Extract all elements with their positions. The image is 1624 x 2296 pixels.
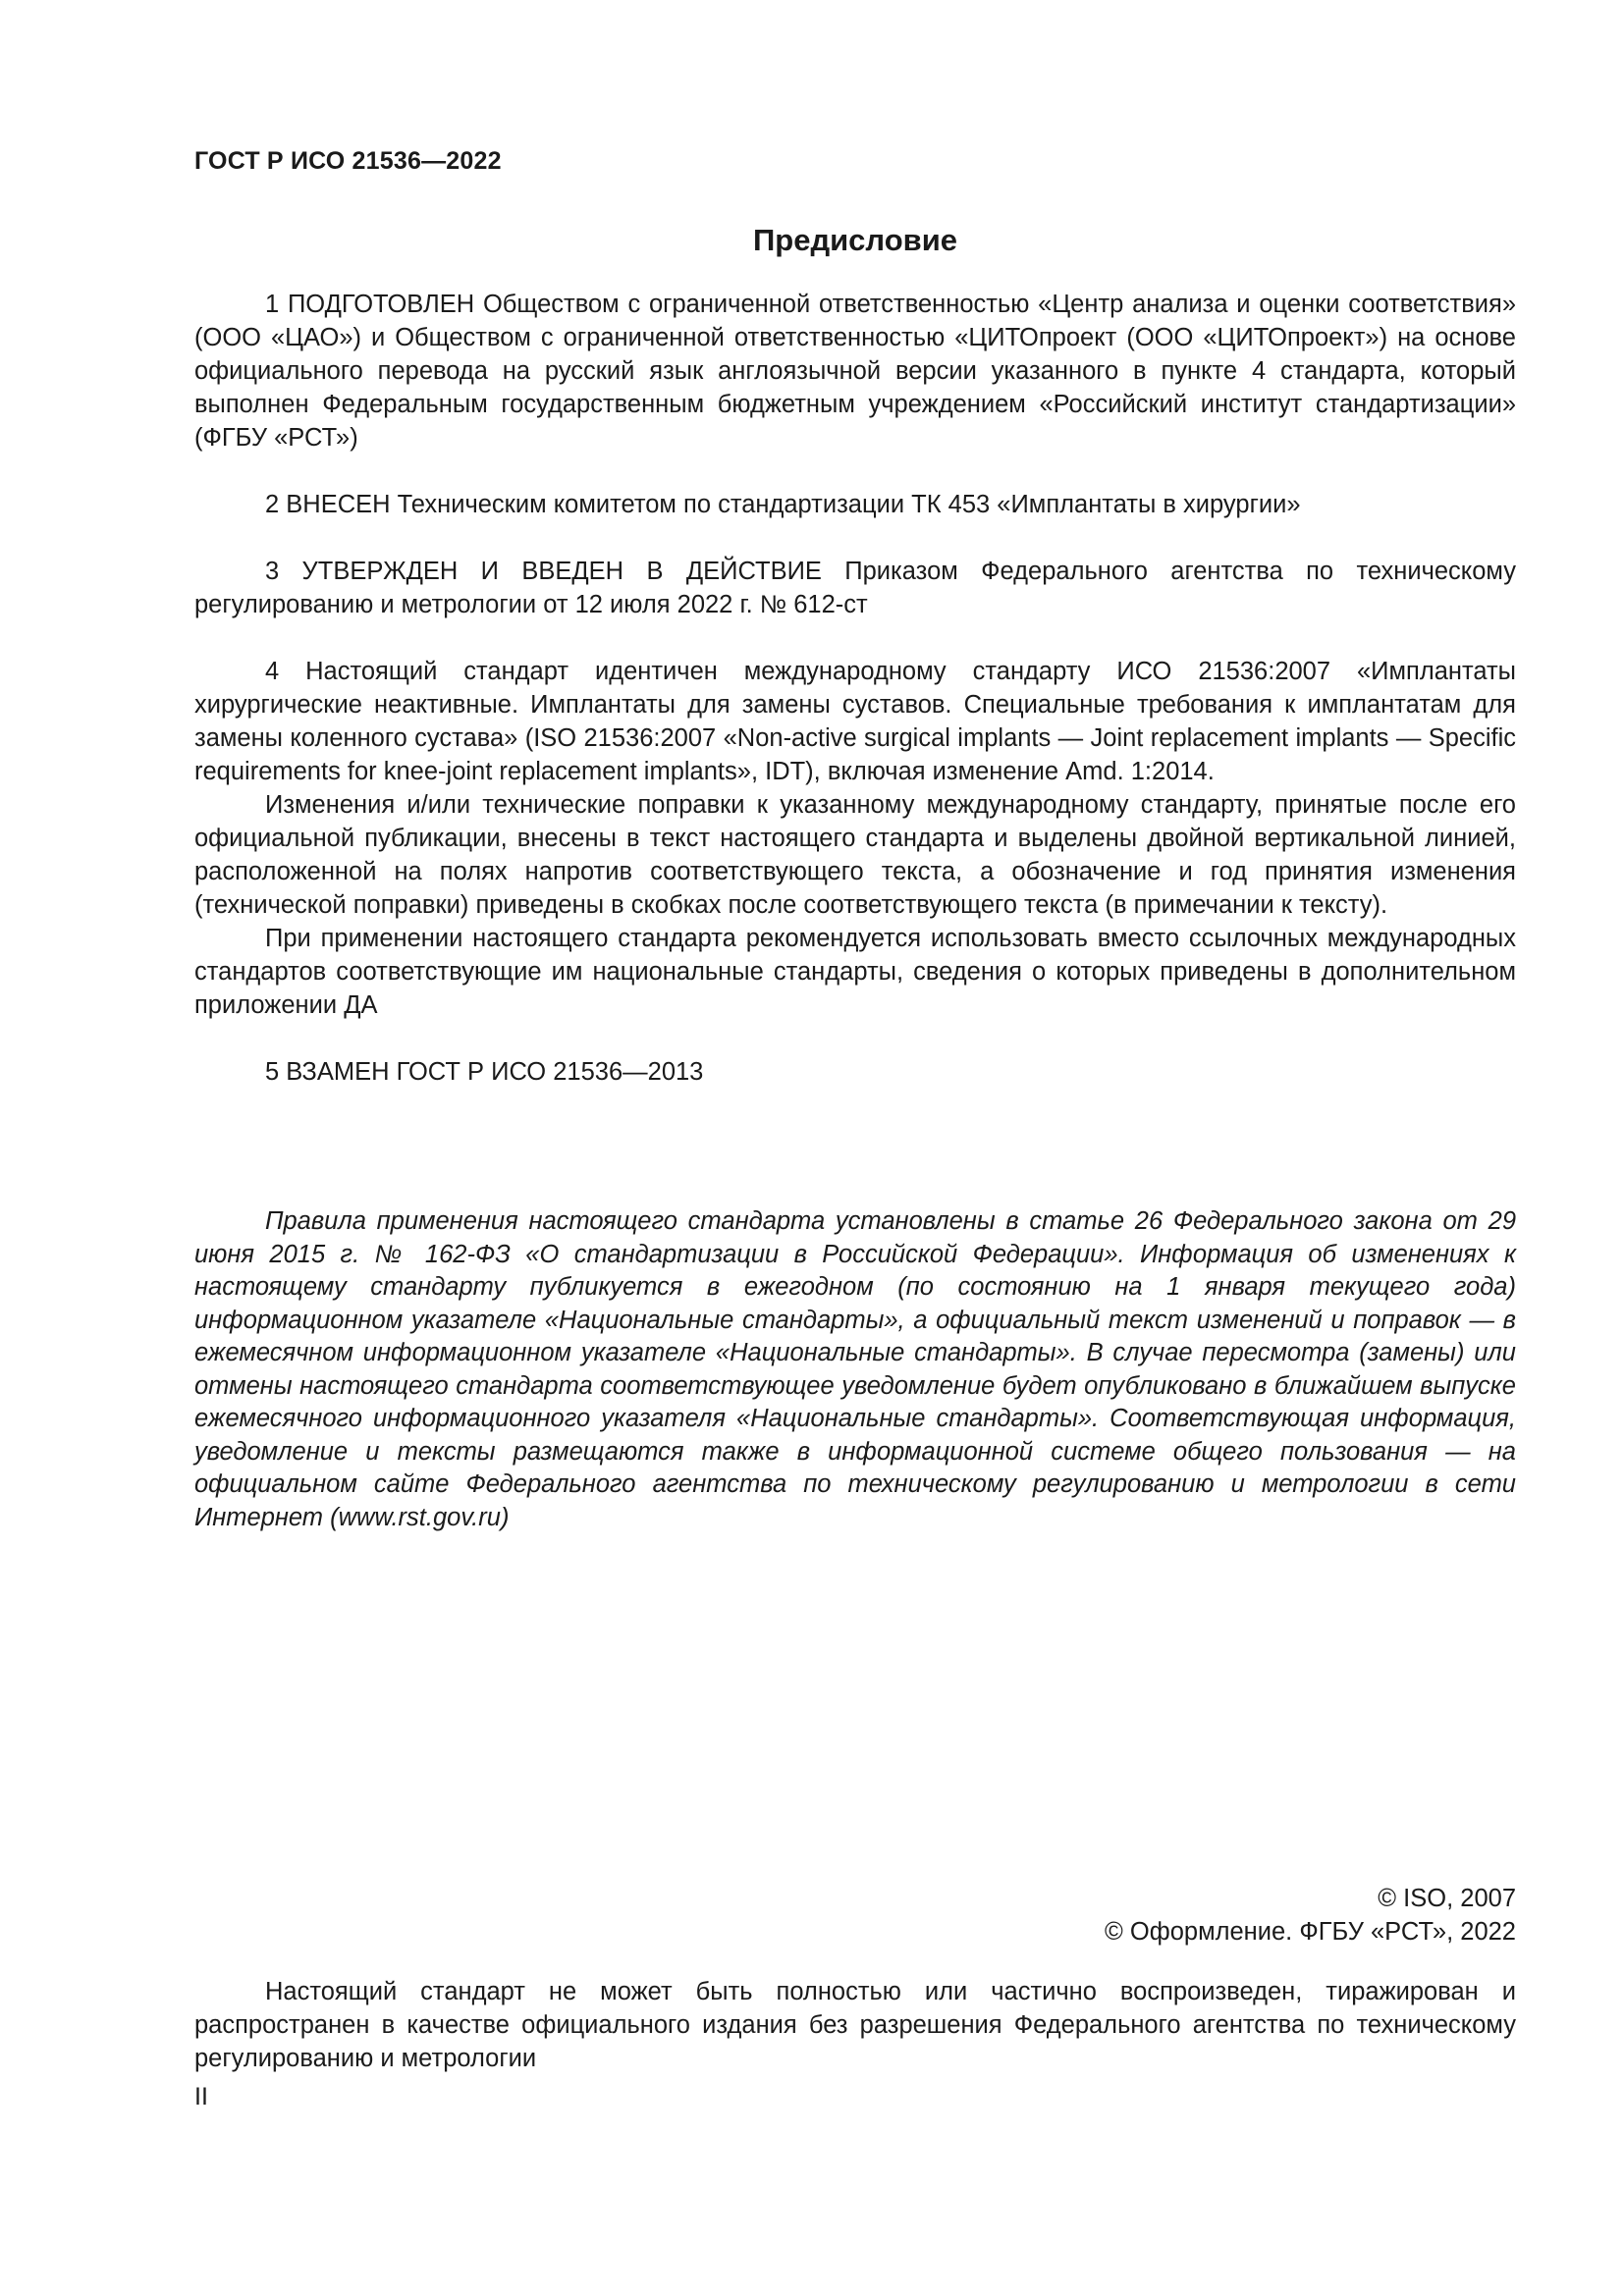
paragraph-references: При применении настоящего стандарта рекомендуется использовать вместо ссылочных международных стандартов соответствующие им национальные стандарты, сведения о которых приведены в дополнительном приложении ДА	[194, 925, 1516, 1019]
foreword-body	[194, 288, 1516, 1089]
paragraph-replaces: 5 ВЗАМЕН ГОСТ Р ИСО 21536—2013	[265, 1058, 704, 1086]
page-title: Предисловие	[752, 223, 957, 257]
paragraph-amendments: Изменения и/или технические поправки к указанному международному стандарту, принятые после его официальной публикации, внесены в текст настоящего стандарта и выделены двойной вертикальной линией, расположенной на полях напротив соответствующего текста, а обозначение и год принятия изменения (технической поправки) приведены в скобках после соответствующего текста (в примечании к тексту).	[194, 791, 1516, 919]
paragraph-approved: 3 УТВЕРЖДЕН И ВВЕДЕН В ДЕЙСТВИЕ Приказом Федерального агентства по техническому регулированию и метрологии от 12 июля 2022 г. № 612-ст	[194, 558, 1516, 618]
paragraph-prepared: 1 ПОДГОТОВЛЕН Обществом с ограниченной ответственностью «Центр анализа и оценки соответствия» (ООО «ЦАО») и Обществом с ограниченной ответственностью «ЦИТОпроект (ООО «ЦИТОпроект») на основе официального перевода на русский язык англоязычной версии указанного в пункте 4 стандарта, который выполнен Федеральным государственным бюджетным учреждением «Российский институт стандартизации» (ФГБУ «РСТ»)	[194, 291, 1516, 452]
running-header: ГОСТ Р ИСО 21536—2022	[194, 147, 502, 175]
paragraph-identical: 4 Настоящий стандарт идентичен международному стандарту ИСО 21536:2007 «Имплантаты хирургические неактивные. Имплантаты для замены суставов. Специальные требования к имплантатам для замены коленного сустава» (ISO 21536:2007 «Non-active surgical implants — Joint replacement implants — Specific requirements for knee-joint replacement implants», IDT), включая изменение Amd. 1:2014.	[194, 658, 1516, 785]
rules-notice: Правила применения настоящего стандарта установлены в статье 26 Федерального закона от 29 июня 2015 г. № 162-ФЗ «О стандартизации в Российской Федерации». Информация об изменениях к настоящему стандарту публикуется в ежегодном (по состоянию на 1 января текущего года) информационном указателе «Национальные стандарты», а официальный текст изменений и поправок — в ежемесячном информационном указателе «Национальные стандарты». В случае пересмотра (замены) или отмены настоящего стандарта соответствующее уведомление будет опубликовано в ближайшем выпуске ежемесячного информационного указателя «Национальные стандарты». Соответствующая информация, уведомление и тексты размещаются также в информационной системе общего пользования — на официальном сайте Федерального агентства по техническому регулированию и метрологии в сети Интернет (www.rst.gov.ru)	[194, 1207, 1516, 1531]
copyright-iso: © ISO, 2007	[1378, 1885, 1516, 1912]
copyright-design: © Оформление. ФГБУ «РСТ», 2022	[1105, 1918, 1516, 1946]
paragraph-submitted: 2 ВНЕСЕН Техническим комитетом по стандартизации ТК 453 «Имплантаты в хирургии»	[265, 491, 1301, 518]
reproduction-notice: Настоящий стандарт не может быть полностью или частично воспроизведен, тиражирован и распространен в качестве официального издания без разрешения Федерального агентства по техническому регулированию и метрологии	[194, 1978, 1516, 2072]
page-number: II	[194, 2083, 208, 2110]
copyright-block	[1105, 1882, 1516, 1949]
